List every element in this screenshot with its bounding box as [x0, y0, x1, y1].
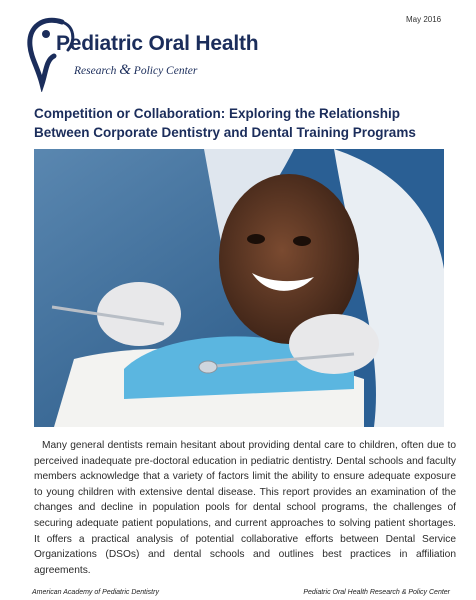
article-title: Competition or Collaboration: Exploring the Relationship Between Corporate Dentistry and Dental Training Programs — [34, 106, 416, 140]
logo-subtitle-amp: & — [119, 62, 131, 78]
footer-left: American Academy of Pediatric Dentistry — [32, 589, 159, 596]
logo — [22, 12, 262, 92]
cover-photo — [34, 149, 444, 427]
article-body: Many general dentists remain hesitant about providing dental care to children, often due to perceived inadequate pre-doctoral education in pediatric dentistry. Dental schools and faculty members acknowledge that a variety of factors limit the ability to ensure adequate exposure to young children with extensive dental disease. This report provides an examination of the changes and decline in population pools for dental school programs, the challenges of securing adequate patient populations, and current approaches to solving patient shortages. It offers a practical analysis of potential collaborative efforts between Dental Service Organizations (DSOs) and dental schools and outlines best practices in affiliation agreements. — [34, 440, 456, 576]
date-label: May 2016 — [406, 15, 442, 24]
logo-title: Pediatric Oral Health — [56, 32, 259, 55]
footer-right: Pediatric Oral Health Research & Policy Center — [303, 589, 450, 596]
child-dental-photo-image — [34, 149, 444, 427]
logo-subtitle — [74, 62, 197, 79]
logo-subtitle-research: Research — [74, 65, 117, 77]
logo-subtitle-policy: Policy Center — [133, 65, 198, 77]
